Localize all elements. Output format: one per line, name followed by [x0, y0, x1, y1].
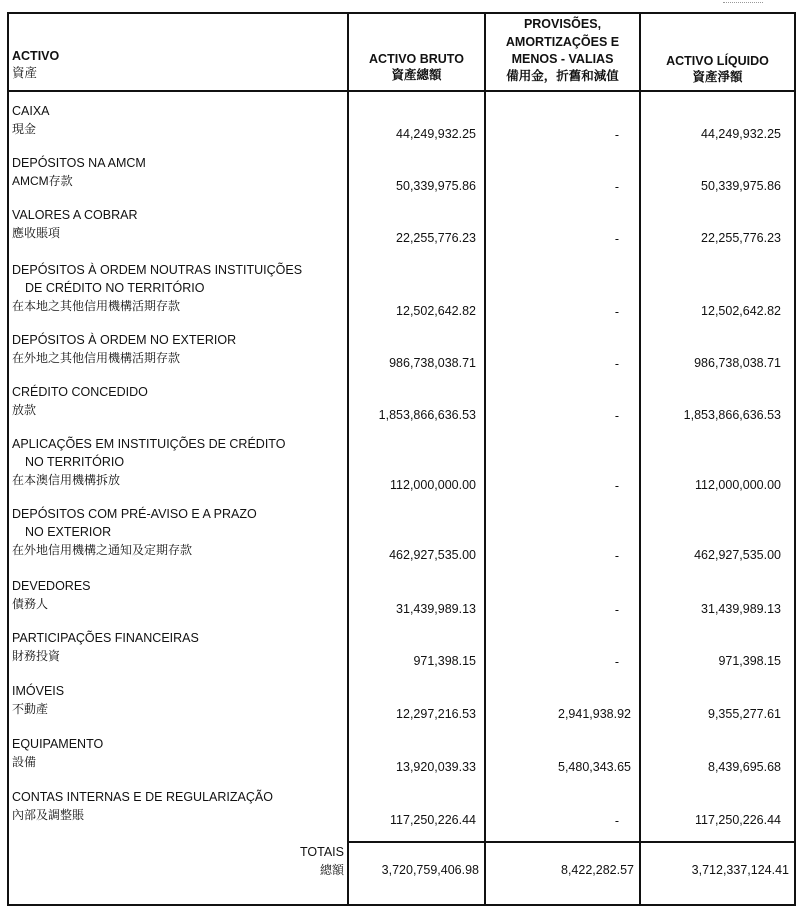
- row-label-zh: 內部及調整賬: [12, 808, 85, 822]
- row-label-zh: 現金: [12, 122, 37, 136]
- row-label-pt: DEPÓSITOS NA AMCM: [12, 156, 146, 170]
- row-activo-liquido: 12,502,642.82: [701, 304, 781, 318]
- row-label-pt: DEPÓSITOS À ORDEM NO EXTERIOR: [12, 333, 237, 347]
- row-activo-bruto: 44,249,932.25: [396, 127, 476, 141]
- header-provisoes-1: PROVISÕES,: [523, 17, 602, 31]
- row-provisoes: -: [614, 409, 620, 423]
- row-activo-bruto: 986,738,038.71: [389, 356, 476, 370]
- header-activo-liquido: ACTIVO LÍQUIDO: [666, 54, 769, 68]
- row-label-pt: APLICAÇÕES EM INSTITUIÇÕES DE CRÉDITO: [12, 437, 286, 451]
- row-label-pt: CONTAS INTERNAS E DE REGULARIZAÇÃO: [12, 790, 273, 804]
- row-provisoes: -: [614, 549, 620, 563]
- row-activo-bruto: 31,439,989.13: [396, 602, 476, 616]
- row-label-pt: PARTICIPAÇÕES FINANCEIRAS: [12, 631, 199, 645]
- row-provisoes: -: [614, 305, 620, 319]
- row-label-zh: 在本地之其他信用機構活期存款: [12, 299, 181, 313]
- row-label-pt: CAIXA: [12, 104, 50, 118]
- paper-mark: [723, 2, 763, 6]
- row-label-pt-cont: NO EXTERIOR: [25, 525, 112, 539]
- totals-label: TOTAIS: [300, 845, 344, 859]
- row-activo-liquido: 9,355,277.61: [708, 707, 781, 721]
- row-label-zh: 在外地信用機構之通知及定期存款: [12, 543, 193, 557]
- row-activo-bruto: 13,920,039.33: [396, 760, 476, 774]
- row-label-zh: 設備: [12, 755, 37, 769]
- row-label-zh: 放款: [12, 403, 37, 417]
- row-activo-liquido: 44,249,932.25: [701, 127, 781, 141]
- row-activo-bruto: 12,297,216.53: [396, 707, 476, 721]
- row-activo-bruto: 50,339,975.86: [396, 179, 476, 193]
- row-activo-liquido: 22,255,776.23: [701, 231, 781, 245]
- row-label-pt: VALORES A COBRAR: [12, 208, 138, 222]
- totals-liquido: 3,712,337,124.41: [691, 863, 789, 877]
- row-label-zh: 在本澳信用機構拆放: [12, 473, 121, 487]
- row-label-zh: 在外地之其他信用機構活期存款: [12, 351, 181, 365]
- border-top: [7, 12, 796, 14]
- row-activo-liquido: 1,853,866,636.53: [683, 408, 781, 422]
- row-activo-liquido: 971,398.15: [718, 654, 781, 668]
- row-label-zh: 財務投資: [12, 649, 61, 663]
- row-label-zh: 債務人: [12, 597, 49, 611]
- row-activo-liquido: 117,250,226.44: [695, 813, 781, 827]
- totals-rule: [347, 841, 796, 843]
- row-activo-liquido: 8,439,695.68: [708, 760, 781, 774]
- header-activo-bruto: ACTIVO BRUTO: [369, 52, 464, 66]
- totals-bruto: 3,720,759,406.98: [381, 863, 479, 877]
- header-provisoes-2: AMORTIZAÇÕES E: [505, 35, 620, 49]
- row-activo-bruto: 22,255,776.23: [396, 231, 476, 245]
- border-right: [794, 12, 796, 906]
- row-label-zh: 不動產: [12, 702, 49, 716]
- row-label-pt-cont: NO TERRITÓRIO: [25, 455, 125, 469]
- row-activo-liquido: 112,000,000.00: [695, 478, 781, 492]
- border-left: [7, 12, 9, 906]
- row-label-pt: CRÉDITO CONCEDIDO: [12, 385, 148, 399]
- row-activo-bruto: 971,398.15: [413, 654, 476, 668]
- row-activo-bruto: 1,853,866,636.53: [378, 408, 476, 422]
- row-activo-bruto: 462,927,535.00: [389, 548, 476, 562]
- row-label-zh: 應收賬項: [12, 226, 61, 240]
- header-rule: [7, 90, 796, 92]
- row-activo-liquido: 31,439,989.13: [701, 602, 781, 616]
- header-activo: ACTIVO: [12, 49, 60, 63]
- header-provisoes-3: MENOS - VALIAS: [511, 52, 614, 66]
- row-provisoes: -: [614, 128, 620, 142]
- row-provisoes: -: [614, 655, 620, 669]
- totals-provisoes: 8,422,282.57: [561, 863, 634, 877]
- row-label-pt-cont: DE CRÉDITO NO TERRITÓRIO: [25, 281, 205, 295]
- header-activo-liquido-zh: 資產淨額: [692, 70, 743, 84]
- row-activo-bruto: 112,000,000.00: [390, 478, 476, 492]
- row-label-pt: IMÓVEIS: [12, 684, 65, 698]
- balance-sheet-table: [7, 12, 796, 906]
- row-provisoes: -: [614, 180, 620, 194]
- header-provisoes-zh: 備用金，折舊和減值: [506, 69, 619, 83]
- totals-label-zh: 總額: [319, 863, 344, 877]
- row-activo-liquido: 986,738,038.71: [694, 356, 781, 370]
- row-provisoes: -: [614, 603, 620, 617]
- row-activo-liquido: 50,339,975.86: [701, 179, 781, 193]
- row-label-pt: DEVEDORES: [12, 579, 91, 593]
- row-activo-bruto: 12,502,642.82: [396, 304, 476, 318]
- header-activo-zh: 資產: [12, 66, 38, 80]
- row-label-pt: DEPÓSITOS À ORDEM NOUTRAS INSTITUIÇÕES: [12, 263, 303, 277]
- header-activo-bruto-zh: 資產總額: [391, 68, 442, 82]
- row-provisoes: -: [614, 479, 620, 493]
- row-activo-liquido: 462,927,535.00: [694, 548, 781, 562]
- row-provisoes: 2,941,938.92: [558, 707, 631, 721]
- row-label-pt: EQUIPAMENTO: [12, 737, 104, 751]
- row-provisoes: 5,480,343.65: [558, 760, 631, 774]
- row-provisoes: -: [614, 232, 620, 246]
- row-provisoes: -: [614, 814, 620, 828]
- row-provisoes: -: [614, 357, 620, 371]
- border-bottom: [7, 904, 796, 906]
- row-label-pt: DEPÓSITOS COM PRÉ-AVISO E A PRAZO: [12, 507, 257, 521]
- row-label-zh: AMCM存款: [12, 174, 73, 188]
- row-activo-bruto: 117,250,226.44: [390, 813, 476, 827]
